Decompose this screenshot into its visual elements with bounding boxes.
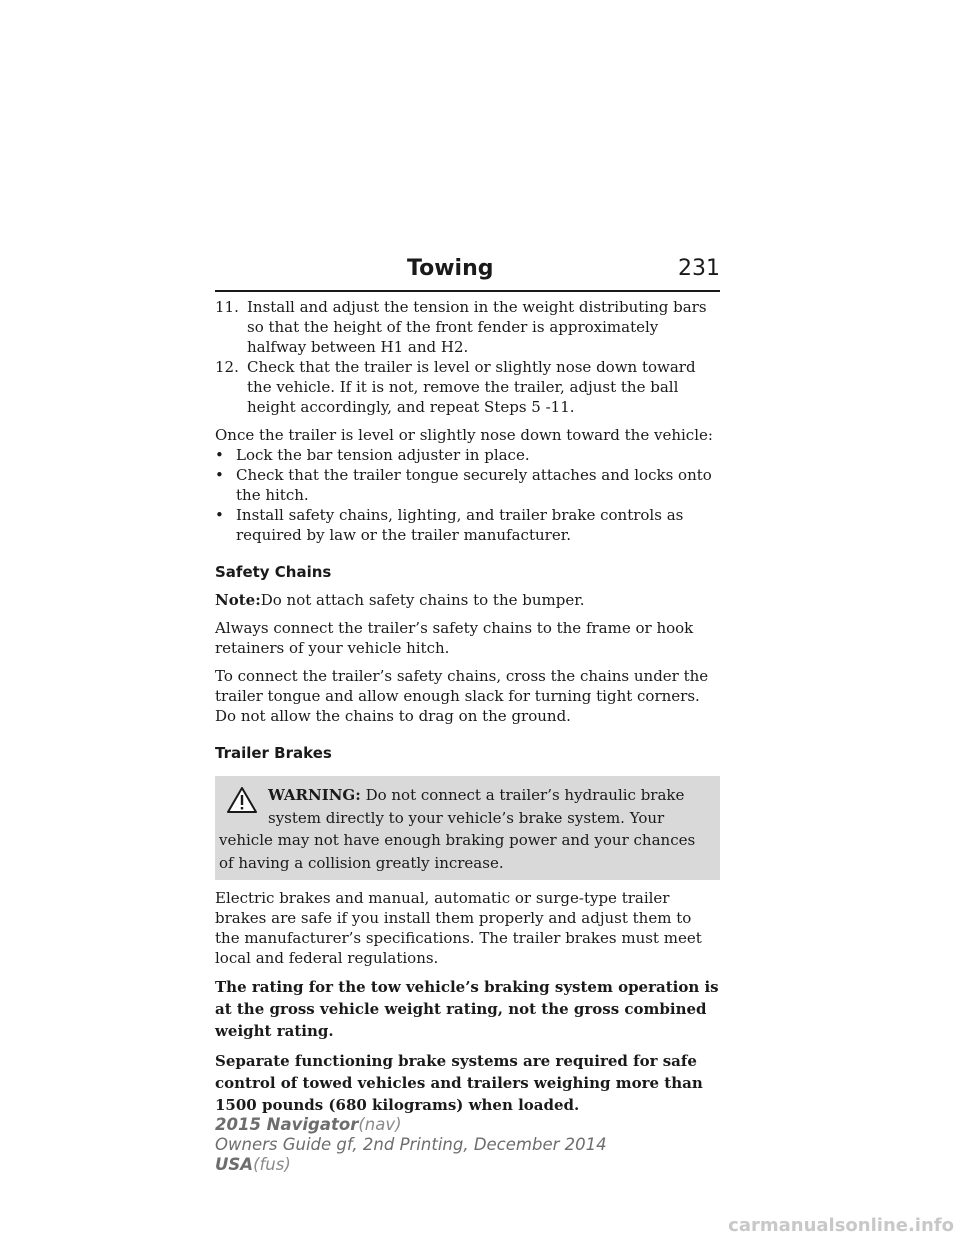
- step-item: [215, 297, 720, 357]
- trailer-brakes-heading: Trailer Brakes: [215, 744, 332, 762]
- step-number: 12.: [215, 358, 239, 376]
- bullet-list: [215, 445, 720, 545]
- braking-rating-paragraph: The rating for the tow vehicle’s braking system operation is at the gross vehicle weight rating, not the gross combined weight rating.: [215, 978, 719, 1040]
- footer-line-2: Owners Guide gf, 2nd Printing, December 2014: [215, 1135, 607, 1154]
- step-text: Check that the trailer is level or slightly nose down toward the vehicle. If it is not, remove the trailer, adjust the ball height accordingly, and repeat Steps 5 -11.: [247, 358, 696, 416]
- trailer-brakes-paragraph: Electric brakes and manual, automatic or surge-type trailer brakes are safe if you install them properly and adjust them to the manufacturer’s specifications. The trailer brakes must meet local and federal regulations.: [215, 889, 702, 967]
- footer-line-3: [215, 1155, 607, 1175]
- step-number: 11.: [215, 298, 239, 316]
- page-header: [215, 256, 720, 296]
- header-rule: [215, 290, 720, 292]
- separate-brakes-paragraph: Separate functioning brake systems are required for safe control of towed vehicles and trailers weighing more than 1500 pounds (680 kilograms) when loaded.: [215, 1052, 703, 1114]
- list-item: [215, 505, 720, 545]
- footer-model: 2015 Navigator: [215, 1115, 359, 1134]
- safety-chains-paragraph-2: To connect the trailer’s safety chains, cross the chains under the trailer tongue and allow enough slack for turning tight corners. Do not allow the chains to drag on the ground.: [215, 667, 709, 725]
- footer-market: USA: [215, 1155, 254, 1174]
- footer-line-1: [215, 1115, 607, 1135]
- list-item: [215, 445, 720, 465]
- note-paragraph: [215, 590, 720, 610]
- bullet-glyph: •: [215, 466, 224, 484]
- page-number: 231: [678, 256, 720, 281]
- bullet-text: Check that the trailer tongue securely attaches and locks onto the hitch.: [236, 466, 712, 504]
- bullet-glyph: •: [215, 446, 224, 464]
- warning-box: [215, 776, 720, 880]
- footer-model-code: (nav): [358, 1115, 402, 1134]
- list-item: [215, 465, 720, 505]
- bullet-glyph: •: [215, 506, 224, 524]
- watermark: carmanualsonline.info: [728, 1215, 954, 1236]
- page-content: [215, 297, 720, 1116]
- step-item: [215, 357, 720, 417]
- document-footer: [215, 1115, 607, 1175]
- step-text: Install and adjust the tension in the weight distributing bars so that the height of the front fender is approximately halfway between H1 and H2.: [247, 298, 707, 356]
- safety-chains-paragraph-1: Always connect the trailer’s safety chains to the frame or hook retainers of your vehicle hitch.: [215, 619, 694, 657]
- safety-chains-heading: Safety Chains: [215, 563, 332, 581]
- bullet-text: Lock the bar tension adjuster in place.: [236, 446, 530, 464]
- bullet-text: Install safety chains, lighting, and trailer brake controls as required by law or the trailer manufacturer.: [236, 506, 684, 544]
- footer-market-code: (fus): [253, 1155, 291, 1174]
- warning-text: Do not connect a trailer’s hydraulic brake system directly to your vehicle’s brake system. Your vehicle may not have enough braking power and your chances of having a collision greatly increase.: [219, 786, 696, 872]
- warning-triangle-icon: [226, 786, 258, 814]
- warning-label: WARNING:: [268, 786, 361, 804]
- section-title: Towing: [407, 256, 494, 281]
- note-label: Note:: [215, 591, 261, 609]
- intro-paragraph: Once the trailer is level or slightly nose down toward the vehicle:: [215, 426, 713, 444]
- note-text: Do not attach safety chains to the bumper.: [260, 591, 585, 609]
